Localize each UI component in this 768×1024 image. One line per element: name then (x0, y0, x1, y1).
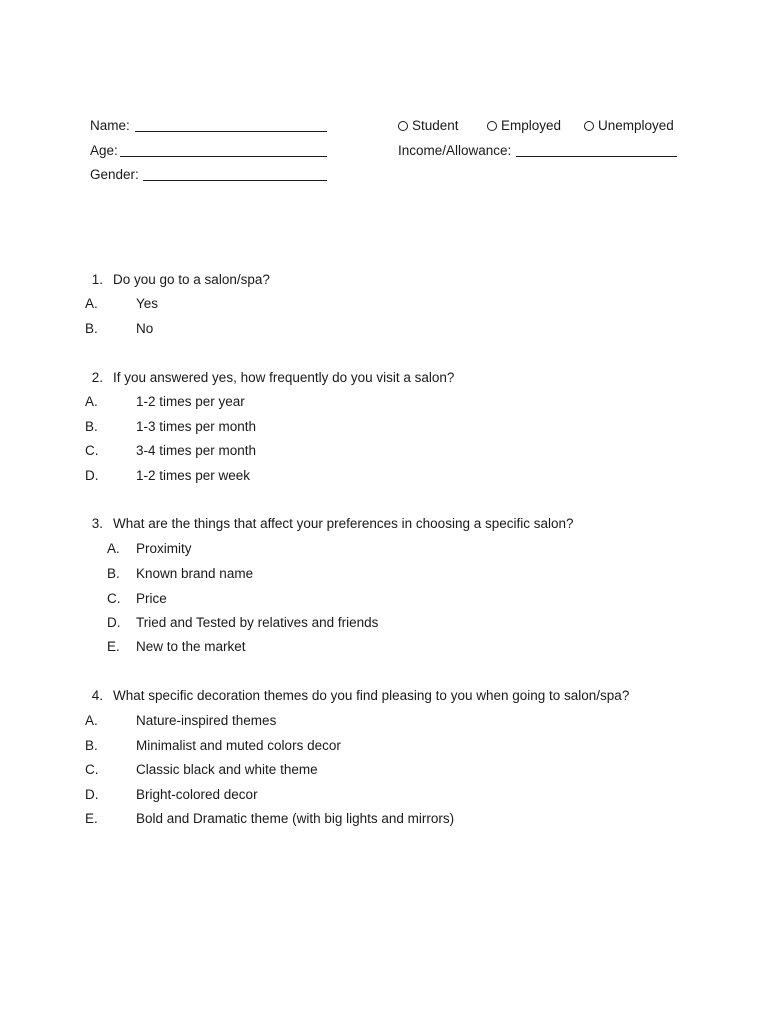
option-letter: E. (107, 639, 120, 654)
option-text: Bold and Dramatic theme (with big lights and mirrors) (136, 811, 455, 826)
option-letter: C. (85, 762, 99, 777)
option-letter: A. (85, 296, 98, 311)
option-text: 1-3 times per month (136, 419, 257, 434)
option-letter: D. (85, 787, 99, 802)
income-label: Income/Allowance: (398, 143, 512, 158)
status-option-employed[interactable] (487, 118, 561, 134)
option-text: Minimalist and muted colors decor (136, 738, 341, 753)
option-text: Tried and Tested by relatives and friends (136, 615, 379, 630)
option-letter: C. (85, 443, 99, 458)
option-letter: B. (85, 738, 98, 753)
question-number: 3. (91, 516, 103, 531)
name-field-line[interactable] (135, 131, 327, 132)
option-letter: A. (85, 394, 98, 409)
question-text: Do you go to a salon/spa? (113, 272, 270, 287)
status-option-label: Unemployed (598, 118, 674, 133)
gender-label: Gender: (90, 167, 139, 182)
question-text: What are the things that affect your preferences in choosing a specific salon? (113, 516, 574, 531)
option-text: Proximity (136, 541, 192, 556)
option-text: Known brand name (136, 566, 254, 581)
option-text: 3-4 times per month (136, 443, 257, 458)
question-number: 1. (91, 272, 103, 287)
radio-circle-icon[interactable] (487, 121, 497, 131)
option-letter: D. (107, 615, 121, 630)
option-text: Yes (136, 296, 159, 311)
question-text: If you answered yes, how frequently do you visit a salon? (113, 370, 455, 385)
option-letter: A. (85, 713, 98, 728)
status-option-label: Employed (501, 118, 562, 133)
option-letter: E. (85, 811, 98, 826)
question-number: 2. (91, 370, 103, 385)
option-text: Price (136, 591, 167, 606)
question-text: What specific decoration themes do you find pleasing to you when going to salon/spa? (113, 688, 630, 703)
status-option-unemployed[interactable] (584, 118, 674, 134)
option-text: New to the market (136, 639, 246, 654)
radio-circle-icon[interactable] (584, 121, 594, 131)
option-text: 1-2 times per week (136, 468, 251, 483)
option-text: Classic black and white theme (136, 762, 318, 777)
option-letter: B. (85, 321, 98, 336)
option-letter: A. (107, 541, 120, 556)
option-text: 1-2 times per year (136, 394, 245, 409)
option-text: Nature-inspired themes (136, 713, 277, 728)
status-option-label: Student (412, 118, 459, 133)
income-field-line[interactable] (516, 156, 677, 157)
option-letter: D. (85, 468, 99, 483)
option-text: Bright-colored decor (136, 787, 258, 802)
age-label: Age: (90, 143, 118, 158)
age-field-line[interactable] (120, 156, 327, 157)
option-letter: B. (85, 419, 98, 434)
name-label: Name: (90, 118, 130, 133)
option-text: No (136, 321, 154, 336)
status-option-student[interactable] (398, 118, 459, 134)
option-letter: B. (107, 566, 120, 581)
gender-field-line[interactable] (143, 180, 327, 181)
question-number: 4. (91, 688, 103, 703)
option-letter: C. (107, 591, 121, 606)
radio-circle-icon[interactable] (398, 121, 408, 131)
